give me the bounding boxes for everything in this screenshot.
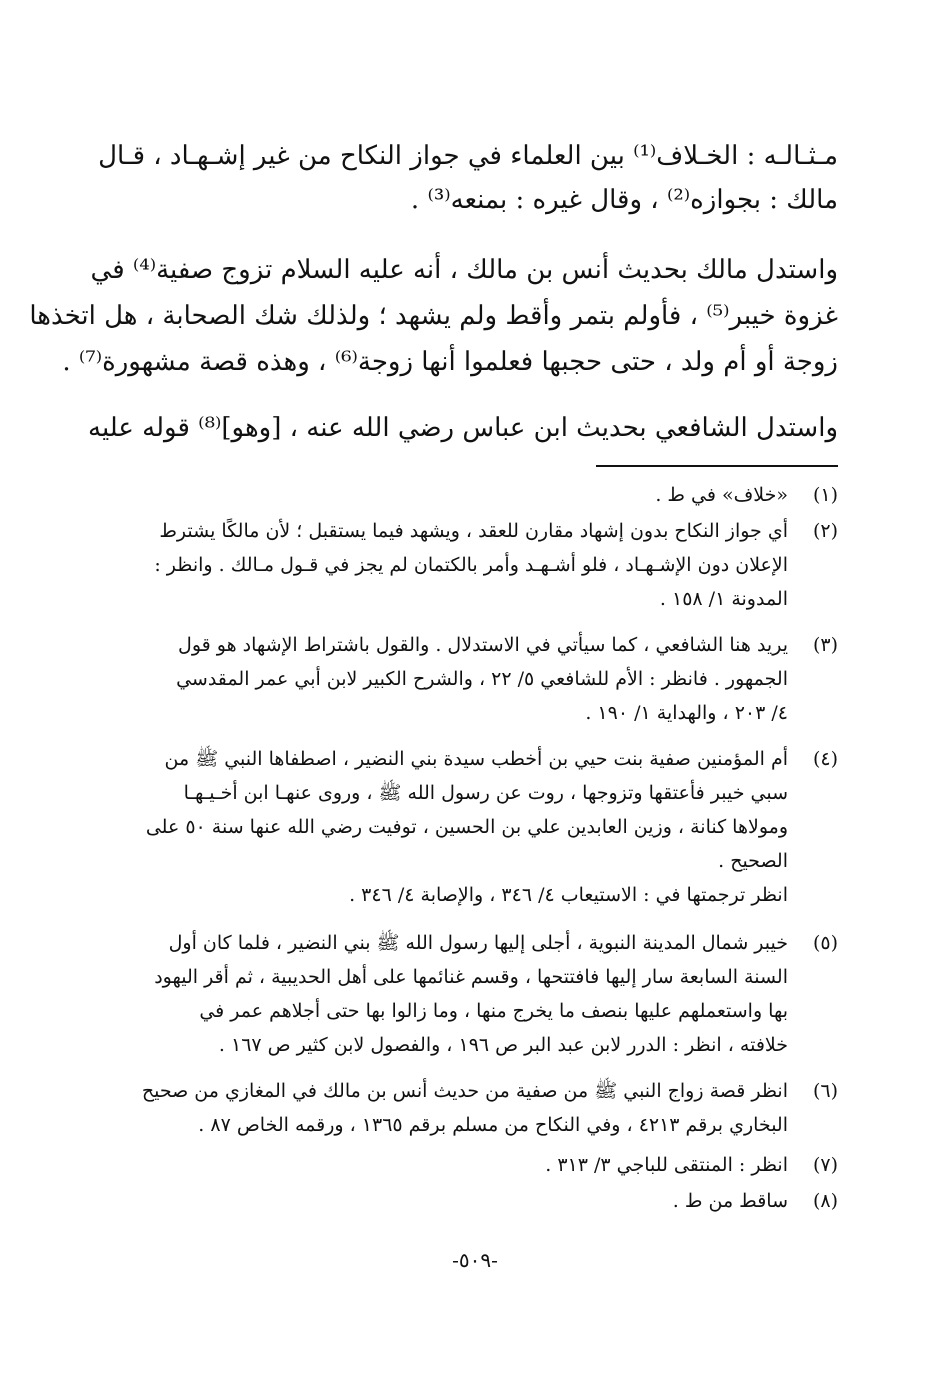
footnote-line: انظر قصة زواج النبي ﷺ من صفية من حديث أنس بن مالك في المغازي من صحيح — [141, 1080, 788, 1102]
footnote-line: ومولاها كنانة ، وزين العابدين علي بن الحسين ، توفيت رضي الله عنها سنة ٥٠ على — [145, 816, 788, 838]
footnote-line: الصحيح . — [718, 850, 788, 872]
footnote-line: الجمهور . فانظر : الأم للشافعي ٥/ ٢٢ ، والشرح الكبير لابن أبي عمر المقدسي — [176, 668, 788, 690]
footnote — [132, 514, 838, 616]
footnote — [132, 742, 838, 912]
footnote-line: ٤/ ٢٠٣ ، والهداية ١/ ١٩٠ . — [585, 702, 788, 724]
footnote-line: المدونة ١/ ١٥٨ . — [659, 588, 788, 610]
footnote-number: (١) — [812, 484, 838, 506]
footnote — [132, 1148, 838, 1182]
footnote-line: البخاري برقم ٤٢١٣ ، وفي النكاح من مسلم برقم ١٣٦٥ ، ورقمه الخاص ٨٧ . — [198, 1114, 788, 1136]
footnote-line: انظر ترجمتها في : الاستيعاب ٤/ ٣٤٦ ، والإصابة ٤/ ٣٤٦ . — [349, 884, 788, 906]
main-text-line: مـثـالـه : الخـلاف⁽¹⁾ بين العلماء في جواز النكاح من غير إشـهـاد ، قـال — [98, 141, 838, 171]
main-text-line: مالك : بجوازه⁽²⁾ ، وقال غيره : بمنعه⁽³⁾ . — [410, 185, 838, 215]
footnote — [132, 1184, 838, 1218]
page-number: -٥٠٩- — [452, 1248, 498, 1272]
footnote-number: (٥) — [812, 932, 838, 954]
footnote-number: (٦) — [812, 1080, 838, 1102]
footnote-number: (٧) — [812, 1154, 838, 1176]
footnote — [132, 1074, 838, 1142]
footnote-number: (٢) — [812, 520, 838, 542]
footnote-line: يريد هنا الشافعي ، كما سيأتي في الاستدلال . والقول باشتراط الإشهاد هو قول — [178, 634, 788, 656]
footnote-line: الإعلان دون الإشـهـاد ، فلو أشـهـد وأمر بالكتمان لم يجز في قـول مـالك . وانظر : — [154, 554, 788, 576]
footnote-line: خيبر شمال المدينة النبوية ، أجلى إليها رسول الله ﷺ بني النضير ، فلما كان أول — [168, 932, 788, 954]
footnote-line: انظر : المنتقى للباجي ٣/ ٣١٣ . — [545, 1154, 788, 1176]
main-text-line: زوجة أو أم ولد ، حتى حجبها فعلموا أنها زوجة⁽⁶⁾ ، وهذه قصة مشهورة⁽⁷⁾ . — [62, 347, 838, 377]
footnote-line: ساقط من ط . — [672, 1190, 788, 1212]
footnote — [132, 628, 838, 730]
footnote-line: أي جواز النكاح بدون إشهاد مقارن للعقد ، ويشهد فيما يستقبل ؛ لأن مالكًا يشترط — [159, 520, 788, 542]
footnote-line: بها واستعملهم عليها بنصف ما يخرج منها ، وما زالوا بها حتى أجلاهم عمر في — [199, 1000, 788, 1022]
main-text-line: واستدل مالك بحديث أنس بن مالك ، أنه عليه السلام تزوج صفية⁽⁴⁾ في — [90, 255, 838, 285]
main-text-line: واستدل الشافعي بحديث ابن عباس رضي الله عنه ، [وهو]⁽⁸⁾ قوله عليه — [88, 413, 838, 443]
main-text-line: غزوة خيبر⁽⁵⁾ ، فأولم بتمر وأقط ولم يشهد ؛ ولذلك شك الصحابة ، هل اتخذها — [29, 301, 838, 331]
footnote-line: «خلاف» في ط . — [655, 484, 788, 506]
footnote-line: خلافته ، انظر : الدرر لابن عبد البر ص ١٩٦ ، والفصول لابن كثير ص ١٦٧ . — [218, 1034, 788, 1056]
footnote-line: سبي خيبر فأعتقها وتزوجها ، روت عن رسول الله ﷺ ، وروى عنهـا ابن أخـيـهـا — [183, 782, 788, 804]
footnote-line: السنة السابعة سار إليها فافتتحها ، وقسم غنائمها على أهل الحديبية ، ثم أقر اليهود — [154, 966, 788, 988]
footnote-separator — [596, 465, 838, 467]
footnote — [132, 478, 838, 512]
footnote-number: (٤) — [812, 748, 838, 770]
footnote-line: أم المؤمنين صفية بنت حيي بن أخطب سيدة بني النضير ، اصطفاها النبي ﷺ من — [164, 748, 788, 770]
footnote-number: (٣) — [812, 634, 838, 656]
footnote — [132, 926, 838, 1062]
footnote-number: (٨) — [812, 1190, 838, 1212]
